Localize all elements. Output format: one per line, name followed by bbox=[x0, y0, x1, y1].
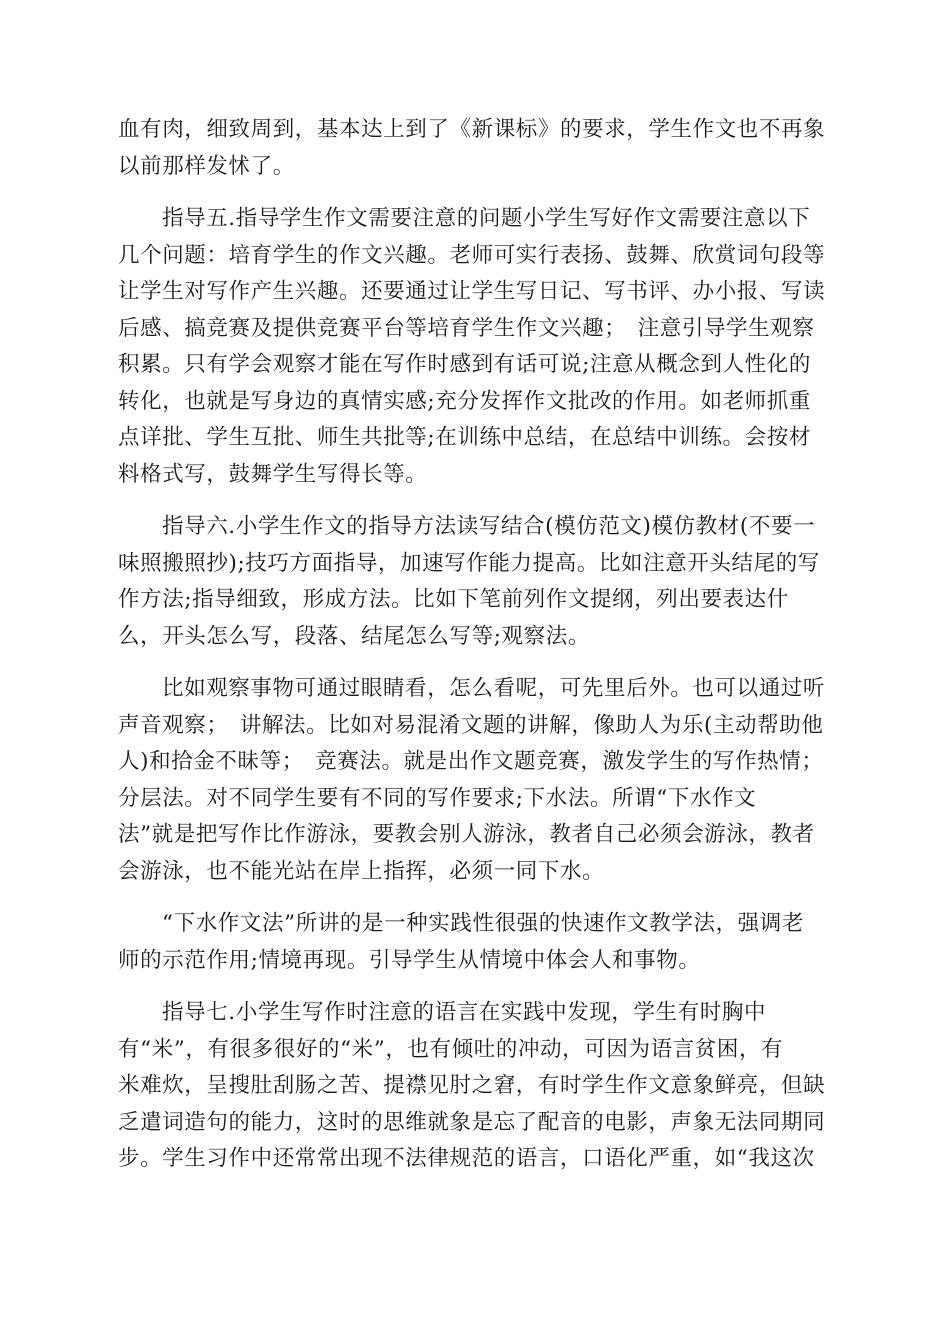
text-line: 比如观察事物可通过眼睛看，怎么看呢，可先里后外。也可以通过听 bbox=[162, 676, 826, 701]
document-body bbox=[118, 112, 836, 1194]
paragraph-guide-five bbox=[118, 201, 836, 493]
text-line: 分层法。对不同学生要有不同的写作要求;下水法。所谓“下水作文 bbox=[118, 785, 757, 811]
paragraph-guide-six bbox=[118, 509, 836, 655]
paragraph-writing-method bbox=[118, 906, 836, 979]
text-line: 声音观察； 讲解法。比如对易混淆文题的讲解，像助人为乐(主动帮助他 bbox=[118, 712, 824, 738]
text-line: 以前那样发怵了。 bbox=[118, 153, 295, 179]
text-line: 有“米”，有很多很好的“米”，也有倾吐的冲动，可因为语言贫困，有 bbox=[118, 1036, 784, 1062]
text-line: 指导六.小学生作文的指导方法读写结合(模仿范文)模仿教材(不要一 bbox=[162, 514, 816, 539]
paragraph-observation-methods bbox=[118, 671, 836, 890]
paragraph-guide-seven bbox=[118, 995, 836, 1178]
text-line: 点详批、学生互批、师生共批等;在训练中总结，在总结中训练。会按材 bbox=[118, 425, 811, 450]
text-line: 米难炊，呈搜肚刮肠之苦、提襟见肘之窘，有时学生作文意象鲜亮，但缺 bbox=[118, 1073, 826, 1098]
text-line: 味照搬照抄);技巧方面指导，加速写作能力提高。比如注意开头结尾的写 bbox=[118, 550, 820, 576]
text-line: 作方法;指导细致，形成方法。比如下笔前列作文提纲，列出要表达什 bbox=[118, 587, 789, 612]
text-line: 法”就是把写作比作游泳，要教会别人游泳，教者自己必须会游泳，教者 bbox=[118, 822, 815, 847]
text-line: 会游泳，也不能光站在岸上指挥，必须一同下水。 bbox=[118, 858, 605, 884]
text-line: 后感、搞竞赛及提供竞赛平台等培育学生作文兴趣； 注意引导学生观察 bbox=[118, 315, 815, 341]
text-line: 乏遣词造句的能力，这时的思维就象是忘了配音的电影，声象无法同期同 bbox=[118, 1109, 826, 1135]
text-line: 步。学生习作中还常常出现不法律规范的语言，口语化严重，如“我这次 bbox=[118, 1146, 815, 1171]
text-line: “下水作文法”所讲的是一种实践性很强的快速作文教学法，强调老 bbox=[162, 911, 804, 936]
text-line: 积累。只有学会观察才能在写作时感到有话可说;注意从概念到人性化的 bbox=[118, 352, 811, 377]
text-line: 血有肉，细致周到，基本达上到了《新课标》的要求，学生作文也不再象 bbox=[118, 117, 826, 142]
text-line: 师的示范作用;情境再现。引导学生从情境中体会人和事物。 bbox=[118, 947, 701, 973]
text-line: 让学生对写作产生兴趣。还要通过让学生写日记、写书评、办小报、写读 bbox=[118, 279, 826, 304]
paragraph-continuation bbox=[118, 112, 836, 185]
text-line: 几个问题：培育学生的作文兴趣。老师可实行表扬、鼓舞、欣赏词句段等 bbox=[118, 242, 826, 268]
text-line: 指导七.小学生写作时注意的语言在实践中发现，学生有时胸中 bbox=[162, 1000, 767, 1025]
text-line: 料格式写，鼓舞学生写得长等。 bbox=[118, 461, 428, 487]
text-line: 转化，也就是写身边的真情实感;充分发挥作文批改的作用。如老师抓重 bbox=[118, 388, 811, 414]
text-line: 指导五.指导学生作文需要注意的问题小学生写好作文需要注意以下 bbox=[162, 206, 811, 231]
text-line: 人)和拾金不昧等； 竞赛法。就是出作文题竞赛，激发学生的写作热情； bbox=[118, 749, 824, 774]
text-line: 么，开头怎么写，段落、结尾怎么写等;观察法。 bbox=[118, 623, 590, 649]
